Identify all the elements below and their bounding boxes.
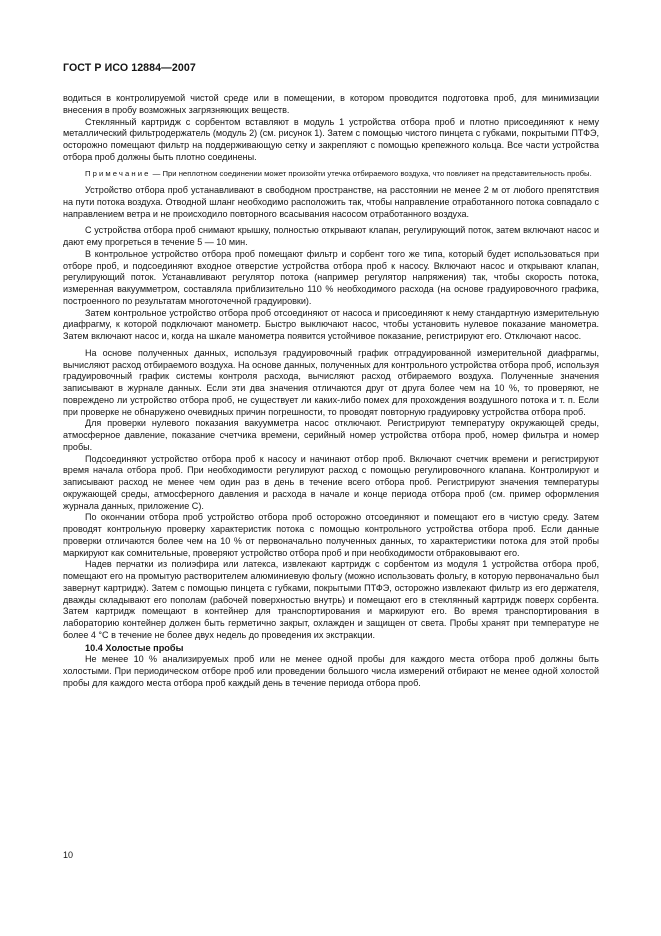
section-heading: 10.4 Холостые пробы: [85, 642, 184, 653]
paragraph: С устройства отбора проб снимают крышку, полностью открывают клапан, регулирующий поток, затем включают насос и дают ему прогреться в течение 5 — 10 мин.: [63, 225, 599, 248]
paragraph-continued: водиться в контролируемой чистой среде или в помещении, в котором проводится подготовка проб, для минимизации внесения в пробу возможных загрязняющих веществ.: [63, 93, 599, 115]
document-body: [63, 93, 599, 690]
paragraph: Стеклянный картридж с сорбентом вставляют в модуль 1 устройства отбора проб и плотно присоединяют к нему металлический фильтродержатель (модуль 2) (см. рисунок 1). Затем с помощью чистого пинцета с губками, покрытыми ПТФЭ, осторожно помещают фильтр на поддерживающую сетку и закрепляют с помощью крепежного кольца. Все части устройства отбора проб должны быть плотно соединены.: [63, 116, 599, 162]
note-text: — При неплотном соединении может произойти утечка отбираемого воздуха, что повлияет на представительность пробы.: [150, 168, 592, 178]
paragraph: По окончании отбора проб устройство отбора проб осторожно отсоединяют и помещают его в чистую среду. Затем проводят контрольную проверку характеристик потока с помощью контрольного устройства отбора проб. Если данные проверки отличаются более чем на 10 % от первоначально полученных данных, то характеристики потока для этой пробы маркируют как сомнительные, проверяют устройство отбора проб и при необходимости отбраковывают его.: [63, 512, 599, 558]
paragraph: В контрольное устройство отбора проб помещают фильтр и сорбент того же типа, который будет использоваться при отборе проб, и подсоединяют входное отверстие устройства отбора проб к насосу. Включают насос и открывают клапан, регулирующий поток. Устанавливают регулятор потока (например регулятор напряжения) так, чтобы скорость потока, измеренная вакуумметром, составляла приблизительно 110 % необходимого расхода (на основе градуировочного графика, построенного по результатам многоточечной градуировки).: [63, 248, 599, 306]
document-code-header: ГОСТ Р ИСО 12884—2007: [63, 62, 196, 74]
paragraph: Затем контрольное устройство отбора проб отсоединяют от насоса и присоединяют к нему стандартную измерительную диафрагму, к которой подключают манометр. Быстро выключают насос, чтобы установить нулевое показание манометра. Затем включают насос и, когда на шкале манометра появится устойчивое показание, регистрируют его. Отключают насос.: [63, 307, 599, 342]
paragraph: Для проверки нулевого показания вакуумметра насос отключают. Регистрируют температуру окружающей среды, атмосферное давление, показание счетчика времени, серийный номер устройства отбора проб, номер фильтра и номер пробы.: [63, 418, 599, 452]
page-number: 10: [63, 850, 74, 860]
paragraph: Устройство отбора проб устанавливают в свободном пространстве, на расстоянии не менее 2 м от любого препятствия на пути потока воздуха. Отводной шланг необходимо расположить так, чтобы направление отработанного потока совпадало с направлением ветра и не происходило повторного всасывания насосом отработанного воздуха.: [63, 185, 599, 219]
paragraph: Подсоединяют устройство отбора проб к насосу и начинают отбор проб. Включают счетчик времени и регистрируют время начала отбора проб. При необходимости регулируют расход с помощью регулировочного клапана. Контролируют и записывают расход не менее чем один раз в день в течение всего отбора проб. Регистрируют значения температуры окружающей среды, атмосферного давления и расхода в начале и конце периода отбора проб (см. пример оформления журнала данных, приложение С).: [63, 453, 599, 511]
paragraph: На основе полученных данных, используя градуировочный график отградуированной измерительной диафрагмы, вычисляют расход отбираемого воздуха. На основе данных, полученных для контрольного устройства отбора проб, используя градуировочный график системы контроля расхода, вычисляют расход отбираемого воздуха. Полученные значения записывают в журнале данных. Если эти два значения отличаются друг от друга более чем на 10 %, то проверяют, не повреждено ли устройство отбора проб, не существует ли каких-либо помех для прохождения воздушного потока и т. п. Если при проверке не обнаружено очевидных причин погрешности, то проводят повторную градуировку устройства отбора проб.: [63, 347, 599, 417]
note: [63, 169, 599, 180]
paragraph: Не менее 10 % анализируемых проб или не менее одной пробы для каждого места отбора проб должны быть холостыми. При периодическом отборе проб или проведении большого числа измерений отбирают не менее одной холостой пробы для каждого места отбора проб каждый день в течение периода отбора проб.: [63, 654, 599, 688]
paragraph: Надев перчатки из полиэфира или латекса, извлекают картридж с сорбентом из модуля 1 устройства отбора проб, помещают его на промытую растворителем алюминиевую фольгу (можно использовать фольгу, в которую первоначально был завернут картридж). Затем с помощью пинцета с губками, покрытыми ПТФЭ, осторожно извлекают фильтр из его держателя, дважды складывают его пополам (рабочей поверхностью внутрь) и помещают его в стеклянный картридж поверх сорбента. Затем картридж помещают в контейнер для транспортирования и маркируют его. Во время транспортирования в лабораторию контейнер должен быть герметично закрыт, охлажден и защищен от света. Пробы хранят при температуре не более 4 °С в течение не более двух недель до проведения их экстракции.: [63, 559, 599, 640]
note-label: Примечание: [85, 168, 151, 178]
